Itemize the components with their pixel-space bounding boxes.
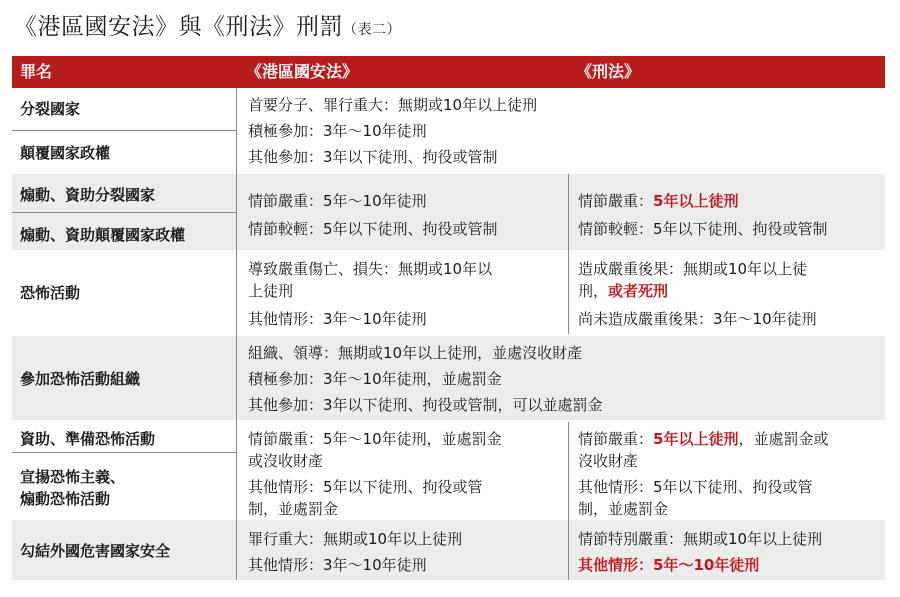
nsl-penalty: 導致嚴重傷亡、損失：無期或10年以: [248, 260, 493, 278]
nsl-penalty: 情節較輕：5年以下徒刑、拘役或管制: [248, 220, 498, 238]
criminal-penalty: 制，並處罰金: [578, 500, 669, 518]
nsl-penalty: 其他參加：3年以下徒刑、拘役或管制，可以並處罰金: [248, 396, 603, 414]
row-terrorism: [12, 252, 885, 334]
nsl-penalty: 其他參加：3年以下徒刑、拘役或管制: [248, 148, 498, 166]
nsl-penalty: 積極參加：3年～10年徒刑，並處罰金: [248, 370, 502, 388]
header-crime: 罪名: [20, 62, 53, 81]
crime-name: 參加恐怖活動組織: [20, 370, 141, 388]
title-sub: （表二）: [343, 22, 401, 38]
criminal-penalty: 尚未造成嚴重後果：3年～10年徒刑: [578, 310, 817, 328]
crime-name: 煽動恐怖活動: [20, 490, 111, 508]
criminal-penalty: 其他情形：5年以下徒刑、拘役或管: [578, 478, 813, 496]
table-header: [12, 56, 885, 88]
criminal-penalty: 沒收財產: [578, 452, 639, 470]
nsl-penalty: 其他情形：3年～10年徒刑: [248, 310, 427, 328]
nsl-penalty: 或沒收財產: [248, 452, 324, 470]
crime-name: 恐怖活動: [20, 284, 81, 302]
criminal-penalty: 造成嚴重後果：無期或10年以上徒: [578, 260, 808, 278]
nsl-penalty: 制，並處罰金: [248, 500, 339, 518]
nsl-penalty: 其他情形：5年以下徒刑、拘役或管: [248, 478, 483, 496]
criminal-penalty: 情節較輕：5年以下徒刑、拘役或管制: [578, 220, 828, 238]
nsl-penalty: 組織、領導：無期或10年以上徒刑，並處沒收財產: [248, 344, 583, 362]
crime-name: 煽動、資助分裂國家: [20, 186, 156, 204]
crime-name: 煽動、資助顛覆國家政權: [20, 226, 186, 244]
nsl-penalty: 其他情形：3年～10年徒刑: [248, 556, 427, 574]
nsl-penalty: 上徒刑: [248, 282, 294, 300]
column-divider: [568, 174, 569, 334]
title-main: 《港區國安法》與《刑法》刑罰: [14, 14, 343, 40]
crime-name: 顛覆國家政權: [20, 144, 111, 162]
header-criminal-law: 《刑法》: [576, 62, 641, 81]
crime-name: 資助、準備恐怖活動: [20, 430, 156, 448]
row-collusion: [12, 520, 885, 580]
nsl-penalty: 首要分子、罪行重大：無期或10年以上徒刑: [248, 96, 538, 114]
header-nsl: 《港區國安法》: [246, 62, 359, 81]
nsl-penalty: 罪行重大：無期或10年以上徒刑: [248, 530, 463, 548]
row-incite: [12, 174, 885, 250]
row-funding-propaganda: [12, 422, 885, 518]
column-divider: [568, 422, 569, 580]
nsl-penalty: 積極參加：3年～10年徒刑: [248, 122, 427, 140]
crime-name: 宣揚恐怖主義、: [20, 468, 126, 486]
page-title: [14, 8, 401, 41]
row-split-subversion: [12, 88, 885, 172]
row-terror-org: [12, 336, 885, 420]
criminal-penalty: 情節特別嚴重：無期或10年以上徒刑: [578, 530, 823, 548]
criminal-penalty: 刑，或者死刑: [578, 282, 669, 300]
criminal-penalty: 情節嚴重：5年以上徒刑: [578, 192, 739, 210]
criminal-penalty: 其他情形：5年～10年徒刑: [578, 556, 760, 574]
nsl-penalty: 情節嚴重：5年～10年徒刑，並處罰金: [248, 430, 502, 448]
crime-name: 分裂國家: [20, 100, 81, 118]
column-divider: [236, 88, 237, 580]
criminal-penalty: 情節嚴重：5年以上徒刑，並處罰金或: [578, 430, 829, 448]
nsl-penalty: 情節嚴重：5年～10年徒刑: [248, 192, 427, 210]
crime-name: 勾結外國危害國家安全: [20, 542, 171, 560]
